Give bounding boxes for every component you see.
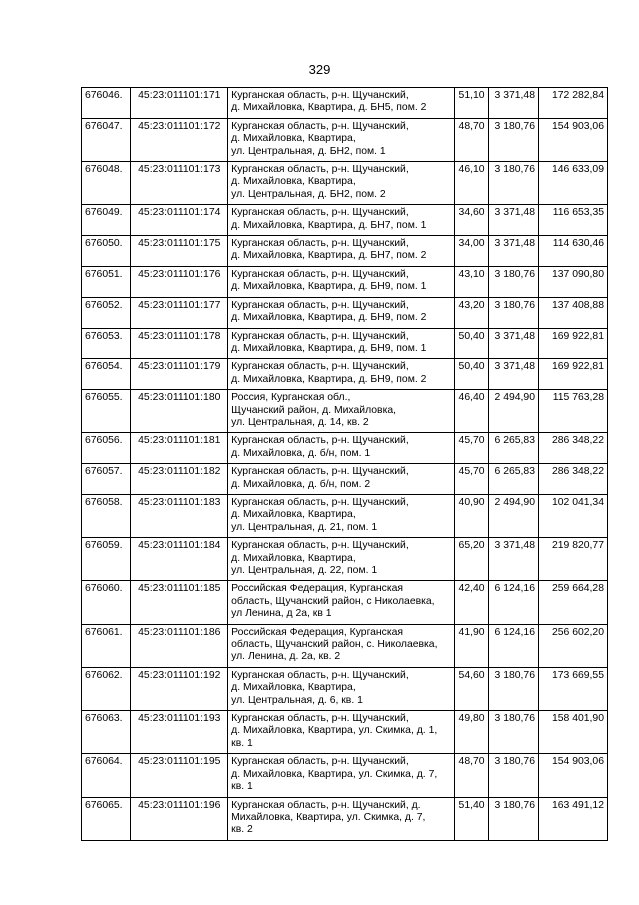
record-number-cell: 676057. xyxy=(82,464,131,495)
cadastral-number-cell: 45:23:011101:172 xyxy=(131,118,228,161)
property-registry-table xyxy=(81,87,608,841)
address-line: Российская Федерация, Курганская xyxy=(231,583,404,595)
address-cell xyxy=(228,266,454,297)
cadastral-number-cell: 45:23:011101:183 xyxy=(131,494,228,537)
unit-price-cell: 6 124,16 xyxy=(488,581,538,624)
area-cell: 34,60 xyxy=(454,205,488,236)
cadastral-value-cell: 137 090,80 xyxy=(539,266,608,297)
cadastral-number-cell: 45:23:011101:185 xyxy=(131,581,228,624)
record-number-cell: 676053. xyxy=(82,328,131,359)
cadastral-value-cell: 286 348,22 xyxy=(539,433,608,464)
address-line: Курганская область, р-н. Щучанский, xyxy=(231,238,409,250)
cadastral-number-cell: 45:23:011101:186 xyxy=(131,624,228,667)
cadastral-number-cell: 45:23:011101:193 xyxy=(131,711,228,754)
address-line: д. Михайловка, Квартира, д. БН5, пом. 2 xyxy=(231,102,427,114)
address-line: кв. 2 xyxy=(231,824,253,836)
table-row xyxy=(82,88,608,119)
address-cell xyxy=(228,667,454,710)
address-line: Курганская область, р-н. Щучанский, xyxy=(231,207,409,219)
address-line: д. Михайловка, д. б/н, пом. 2 xyxy=(231,478,371,490)
record-number-cell: 676060. xyxy=(82,581,131,624)
unit-price-cell: 2 494,90 xyxy=(488,494,538,537)
record-number-cell: 676058. xyxy=(82,494,131,537)
address-cell xyxy=(228,433,454,464)
area-cell: 46,40 xyxy=(454,390,488,433)
address-line: ул. Центральная, д. 22, пом. 1 xyxy=(231,565,378,576)
address-line: д. Михайловка, Квартира, xyxy=(231,133,356,145)
unit-price-cell: 2 494,90 xyxy=(488,390,538,433)
address-cell xyxy=(228,390,454,433)
cadastral-value-cell: 102 041,34 xyxy=(539,494,608,537)
unit-price-cell: 3 371,48 xyxy=(488,205,538,236)
address-line: Щучанский район, д. Михайловка, xyxy=(231,404,397,416)
unit-price-cell: 3 180,76 xyxy=(488,297,538,328)
cadastral-value-cell: 116 653,35 xyxy=(539,205,608,236)
table-row xyxy=(82,236,608,267)
address-line: Курганская область, р-н. Щучанский, xyxy=(231,669,409,681)
table-row xyxy=(82,538,608,581)
address-line: ул. Ленина, д. 2а, кв. 2 xyxy=(231,651,341,663)
record-number-cell: 676062. xyxy=(82,667,131,710)
area-cell: 65,20 xyxy=(454,538,488,581)
address-line: д. Михайловка, Квартира, xyxy=(231,509,356,521)
table-row xyxy=(82,624,608,667)
cadastral-value-cell: 163 491,12 xyxy=(539,797,608,840)
cadastral-number-cell: 45:23:011101:196 xyxy=(131,797,228,840)
address-cell xyxy=(228,494,454,537)
unit-price-cell: 3 180,76 xyxy=(488,754,538,797)
address-cell xyxy=(228,581,454,624)
address-cell xyxy=(228,118,454,161)
cadastral-number-cell: 45:23:011101:179 xyxy=(131,359,228,390)
address-line: Курганская область, р-н. Щучанский, xyxy=(231,496,409,508)
record-number-cell: 676059. xyxy=(82,538,131,581)
address-cell xyxy=(228,359,454,390)
address-line: д. Михайловка, Квартира, д. БН7, пом. 2 xyxy=(231,250,427,262)
record-number-cell: 676050. xyxy=(82,236,131,267)
page-number: 329 xyxy=(308,62,331,77)
address-line: Курганская область, р-н. Щучанский, xyxy=(231,756,409,768)
cadastral-number-cell: 45:23:011101:173 xyxy=(131,162,228,205)
unit-price-cell: 3 180,76 xyxy=(488,667,538,710)
address-line: Курганская область, р-н. Щучанский, xyxy=(231,466,409,478)
record-number-cell: 676061. xyxy=(82,624,131,667)
cadastral-number-cell: 45:23:011101:176 xyxy=(131,266,228,297)
address-line: д. Михайловка, Квартира, д. БН9, пом. 2 xyxy=(231,312,427,324)
table-row xyxy=(82,433,608,464)
address-line: Курганская область, р-н. Щучанский, xyxy=(231,164,409,176)
unit-price-cell: 3 180,76 xyxy=(488,711,538,754)
table-row xyxy=(82,464,608,495)
address-line: область, Щучанский район, с Николаевка, xyxy=(231,595,435,607)
cadastral-value-cell: 169 922,81 xyxy=(539,328,608,359)
address-line: Курганская область, р-н. Щучанский, xyxy=(231,540,409,552)
table-row xyxy=(82,494,608,537)
record-number-cell: 676064. xyxy=(82,754,131,797)
cadastral-number-cell: 45:23:011101:180 xyxy=(131,390,228,433)
area-cell: 51,40 xyxy=(454,797,488,840)
unit-price-cell: 3 371,48 xyxy=(488,538,538,581)
table-row xyxy=(82,297,608,328)
cadastral-value-cell: 137 408,88 xyxy=(539,297,608,328)
table-row xyxy=(82,328,608,359)
record-number-cell: 676051. xyxy=(82,266,131,297)
cadastral-value-cell: 219 820,77 xyxy=(539,538,608,581)
cadastral-number-cell: 45:23:011101:184 xyxy=(131,538,228,581)
address-line: Курганская область, р-н. Щучанский, д. xyxy=(231,799,421,811)
area-cell: 45,70 xyxy=(454,464,488,495)
address-line: д. Михайловка, д. б/н, пом. 1 xyxy=(231,447,371,459)
address-line: ул. Центральная, д. 21, пом. 1 xyxy=(231,521,378,533)
area-cell: 50,40 xyxy=(454,328,488,359)
record-number-cell: 676056. xyxy=(82,433,131,464)
address-line: ул. Центральная, д. 6, кв. 1 xyxy=(231,694,363,706)
address-line: Курганская область, р-н. Щучанский, xyxy=(231,435,409,447)
record-number-cell: 676052. xyxy=(82,297,131,328)
address-line: Курганская область, р-н. Щучанский, xyxy=(231,713,409,725)
cadastral-number-cell: 45:23:011101:178 xyxy=(131,328,228,359)
cadastral-value-cell: 169 922,81 xyxy=(539,359,608,390)
record-number-cell: 676054. xyxy=(82,359,131,390)
table-row xyxy=(82,754,608,797)
address-line: кв. 1 xyxy=(231,737,253,749)
address-line: Курганская область, р-н. Щучанский, xyxy=(231,90,409,101)
registry-table-body xyxy=(82,88,608,841)
address-line: Курганская область, р-н. Щучанский, xyxy=(231,330,409,342)
cadastral-number-cell: 45:23:011101:171 xyxy=(131,88,228,119)
area-cell: 50,40 xyxy=(454,359,488,390)
cadastral-value-cell: 172 282,84 xyxy=(539,88,608,119)
area-cell: 48,70 xyxy=(454,754,488,797)
address-cell xyxy=(228,88,454,119)
cadastral-value-cell: 154 903,06 xyxy=(539,118,608,161)
address-line: ул. Центральная, д. БН2, пом. 2 xyxy=(231,188,386,200)
address-line: д. Михайловка, Квартира, д. БН9, пом. 1 xyxy=(231,342,427,354)
address-cell xyxy=(228,624,454,667)
address-line: д. Михайловка, Квартира, xyxy=(231,682,356,694)
table-row xyxy=(82,266,608,297)
address-cell xyxy=(228,797,454,840)
address-cell xyxy=(228,205,454,236)
address-cell xyxy=(228,754,454,797)
table-row xyxy=(82,162,608,205)
area-cell: 42,40 xyxy=(454,581,488,624)
address-line: д. Михайловка, Квартира, xyxy=(231,176,356,188)
cadastral-value-cell: 154 903,06 xyxy=(539,754,608,797)
address-line: Курганская область, р-н. Щучанский, xyxy=(231,268,409,280)
record-number-cell: 676047. xyxy=(82,118,131,161)
address-line: Российская Федерация, Курганская xyxy=(231,626,404,638)
address-line: Курганская область, р-н. Щучанский, xyxy=(231,299,409,311)
cadastral-number-cell: 45:23:011101:192 xyxy=(131,667,228,710)
area-cell: 49,80 xyxy=(454,711,488,754)
address-cell xyxy=(228,297,454,328)
address-line: ул Ленина, д 2а, кв 1 xyxy=(231,608,332,620)
unit-price-cell: 3 371,48 xyxy=(488,359,538,390)
cadastral-number-cell: 45:23:011101:174 xyxy=(131,205,228,236)
area-cell: 41,90 xyxy=(454,624,488,667)
record-number-cell: 676046. xyxy=(82,88,131,119)
cadastral-number-cell: 45:23:011101:181 xyxy=(131,433,228,464)
table-row xyxy=(82,205,608,236)
table-row xyxy=(82,359,608,390)
address-cell xyxy=(228,328,454,359)
area-cell: 45,70 xyxy=(454,433,488,464)
address-line: ул. Центральная, д. 14, кв. 2 xyxy=(231,416,369,428)
unit-price-cell: 3 180,76 xyxy=(488,118,538,161)
cadastral-value-cell: 256 602,20 xyxy=(539,624,608,667)
unit-price-cell: 3 180,76 xyxy=(488,162,538,205)
table-row xyxy=(82,581,608,624)
address-cell xyxy=(228,711,454,754)
address-line: д. Михайловка, Квартира, ул. Скимка, д. 7, xyxy=(231,768,438,780)
address-line: Курганская область, р-н. Щучанский, xyxy=(231,120,409,132)
record-number-cell: 676049. xyxy=(82,205,131,236)
table-row xyxy=(82,797,608,840)
area-cell: 48,70 xyxy=(454,118,488,161)
cadastral-value-cell: 173 669,55 xyxy=(539,667,608,710)
unit-price-cell: 3 371,48 xyxy=(488,88,538,119)
unit-price-cell: 3 371,48 xyxy=(488,236,538,267)
area-cell: 43,20 xyxy=(454,297,488,328)
cadastral-number-cell: 45:23:011101:182 xyxy=(131,464,228,495)
cadastral-value-cell: 115 763,28 xyxy=(539,390,608,433)
unit-price-cell: 3 180,76 xyxy=(488,797,538,840)
table-row xyxy=(82,667,608,710)
cadastral-value-cell: 259 664,28 xyxy=(539,581,608,624)
address-line: д. Михайловка, Квартира, ул. Скимка, д. 1, xyxy=(231,725,438,737)
address-line: д. Михайловка, Квартира, д. БН7, пом. 1 xyxy=(231,219,427,231)
area-cell: 34,00 xyxy=(454,236,488,267)
address-line: область, Щучанский район, с. Николаевка, xyxy=(231,639,438,651)
table-row xyxy=(82,118,608,161)
unit-price-cell: 3 180,76 xyxy=(488,266,538,297)
address-cell xyxy=(228,162,454,205)
address-line: Михайловка, Квартира, ул. Скимка, д. 7, xyxy=(231,811,426,823)
address-line: д. Михайловка, Квартира, д. БН9, пом. 1 xyxy=(231,281,427,293)
address-line: кв. 1 xyxy=(231,781,253,793)
address-line: д. Михайловка, Квартира, xyxy=(231,552,356,564)
cadastral-value-cell: 286 348,22 xyxy=(539,464,608,495)
cadastral-number-cell: 45:23:011101:177 xyxy=(131,297,228,328)
record-number-cell: 676055. xyxy=(82,390,131,433)
unit-price-cell: 6 265,83 xyxy=(488,433,538,464)
record-number-cell: 676063. xyxy=(82,711,131,754)
address-line: д. Михайловка, Квартира, д. БН9, пом. 2 xyxy=(231,373,427,385)
unit-price-cell: 3 371,48 xyxy=(488,328,538,359)
table-row xyxy=(82,711,608,754)
area-cell: 43,10 xyxy=(454,266,488,297)
address-cell xyxy=(228,236,454,267)
address-line: Россия, Курганская обл., xyxy=(231,392,351,404)
table-row xyxy=(82,390,608,433)
address-cell xyxy=(228,538,454,581)
area-cell: 51,10 xyxy=(454,88,488,119)
unit-price-cell: 6 265,83 xyxy=(488,464,538,495)
cadastral-number-cell: 45:23:011101:195 xyxy=(131,754,228,797)
cadastral-value-cell: 114 630,46 xyxy=(539,236,608,267)
area-cell: 40,90 xyxy=(454,494,488,537)
address-cell xyxy=(228,464,454,495)
area-cell: 54,60 xyxy=(454,667,488,710)
address-line: Курганская область, р-н. Щучанский, xyxy=(231,361,409,373)
cadastral-value-cell: 146 633,09 xyxy=(539,162,608,205)
cadastral-value-cell: 158 401,90 xyxy=(539,711,608,754)
unit-price-cell: 6 124,16 xyxy=(488,624,538,667)
area-cell: 46,10 xyxy=(454,162,488,205)
cadastral-number-cell: 45:23:011101:175 xyxy=(131,236,228,267)
record-number-cell: 676065. xyxy=(82,797,131,840)
address-line: ул. Центральная, д. БН2, пом. 1 xyxy=(231,145,386,157)
record-number-cell: 676048. xyxy=(82,162,131,205)
